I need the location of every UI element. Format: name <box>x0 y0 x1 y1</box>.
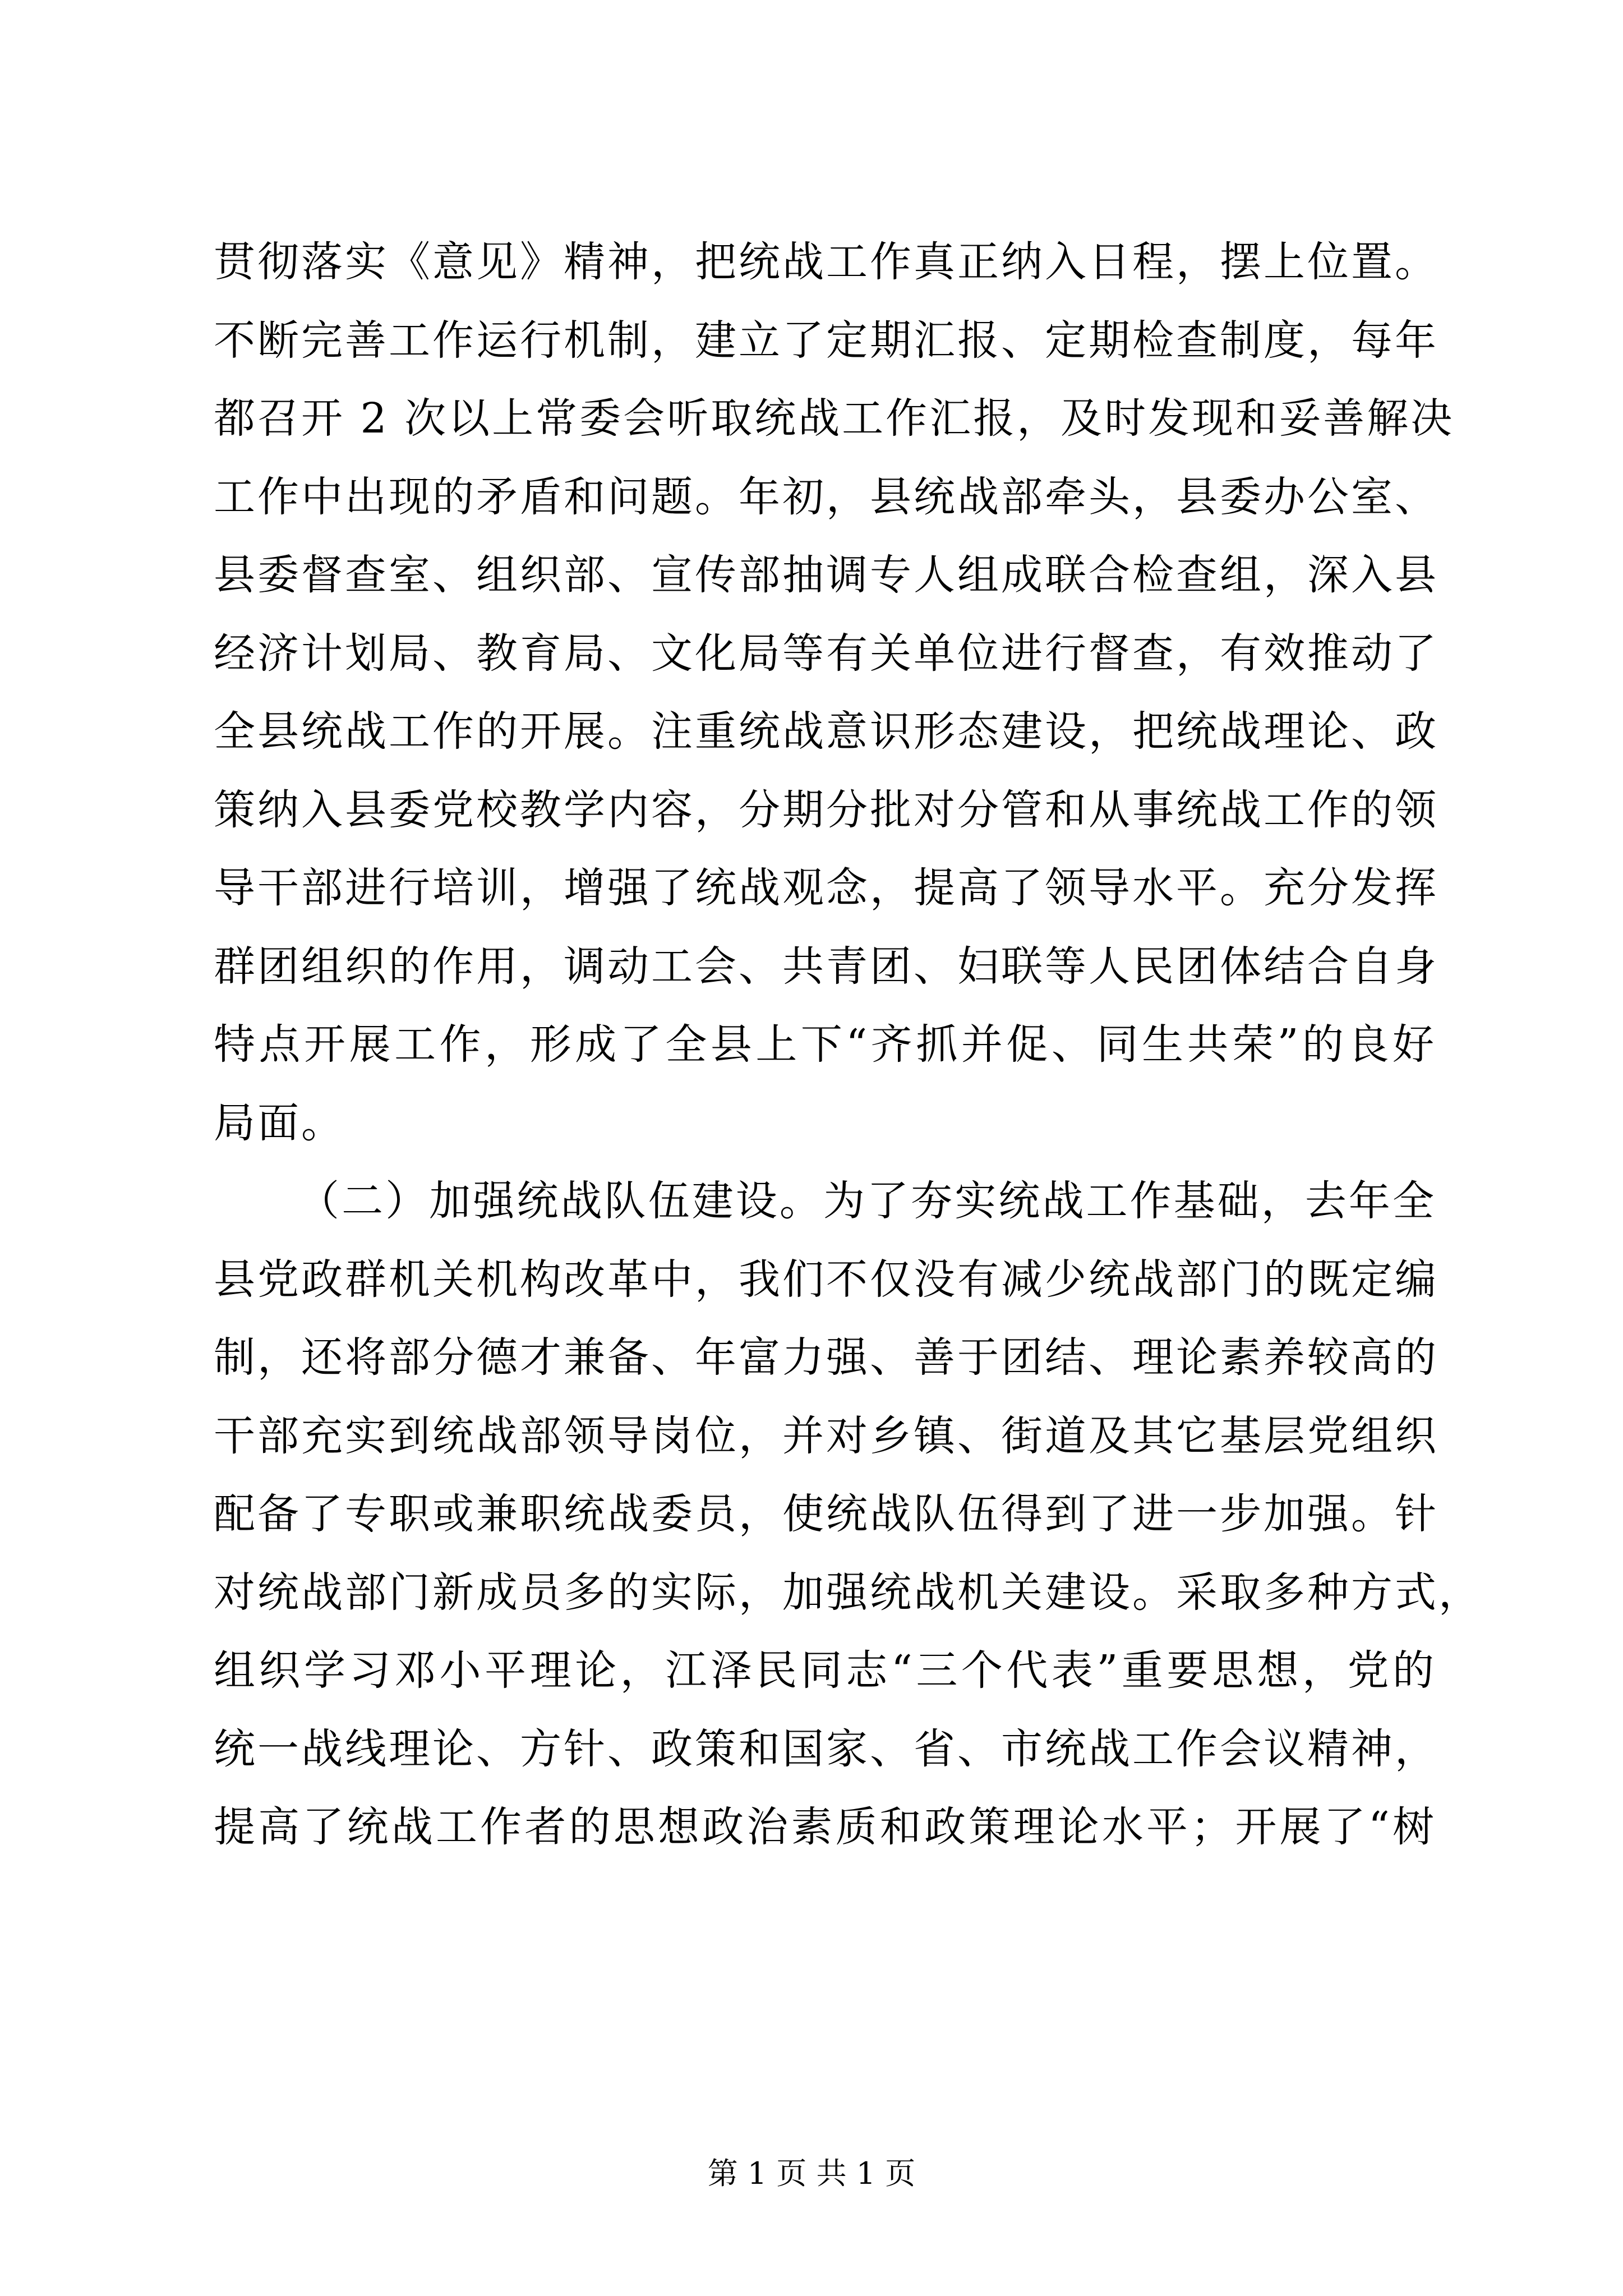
text-line: 不断完善工作运行机制，建立了定期汇报、定期检查制度，每年 <box>214 316 1438 365</box>
text-line: 组织学习邓小平理论，江泽民同志“三个代表”重要思想，党的 <box>214 1646 1436 1695</box>
text-line: 局面。 <box>214 1098 345 1147</box>
text-line: 对统战部门新成员多的实际，加强统战机关建设。采取多种方式， <box>214 1568 1482 1617</box>
page-number-footer: 第 1 页 共 1 页 <box>707 2156 916 2191</box>
document-body <box>214 223 1482 1867</box>
text-line: 贯彻落实《意见》精神，把统战工作真正纳入日程，摆上位置。 <box>214 238 1438 286</box>
text-line: 经济计划局、教育局、文化局等有关单位进行督查，有效推动了 <box>214 629 1438 678</box>
paragraph-1 <box>214 223 1455 1162</box>
text-line: （二）加强统战队伍建设。为了夯实统战工作基础，去年全 <box>298 1177 1436 1225</box>
text-line: 统一战线理论、方针、政策和国家、省、市统战工作会议精神， <box>214 1724 1438 1773</box>
text-line: 全县统战工作的开展。注重统战意识形态建设，把统战理论、政 <box>214 707 1438 756</box>
text-line: 提高了统战工作者的思想政治素质和政策理论水平；开展了“树 <box>214 1803 1436 1851</box>
paragraph-2 <box>214 1162 1482 1867</box>
text-line: 配备了专职或兼职统战委员，使统战队伍得到了进一步加强。针 <box>214 1490 1438 1538</box>
text-line: 工作中出现的矛盾和问题。年初，县统战部牵头，县委办公室、 <box>214 472 1438 521</box>
text-line: 策纳入县委党校教学内容，分期分批对分管和从事统战工作的领 <box>214 785 1438 834</box>
text-line: 县委督查室、组织部、宣传部抽调专人组成联合检查组，深入县 <box>214 551 1438 599</box>
text-line: 特点开展工作，形成了全县上下“齐抓并促、同生共荣”的良好 <box>214 1020 1436 1069</box>
text-line: 导干部进行培训，增强了统战观念，提高了领导水平。充分发挥 <box>214 864 1438 912</box>
text-line: 都召开 2 次以上常委会听取统战工作汇报，及时发现和妥善解决 <box>214 394 1455 443</box>
text-line: 县党政群机关机构改革中，我们不仅没有减少统战部门的既定编 <box>214 1255 1438 1304</box>
text-line: 群团组织的作用，调动工会、共青团、妇联等人民团体结合自身 <box>214 942 1438 991</box>
text-line: 干部充实到统战部领导岗位，并对乡镇、街道及其它基层党组织 <box>214 1411 1438 1460</box>
text-line: 制，还将部分德才兼备、年富力强、善于团结、理论素养较高的 <box>214 1333 1438 1382</box>
